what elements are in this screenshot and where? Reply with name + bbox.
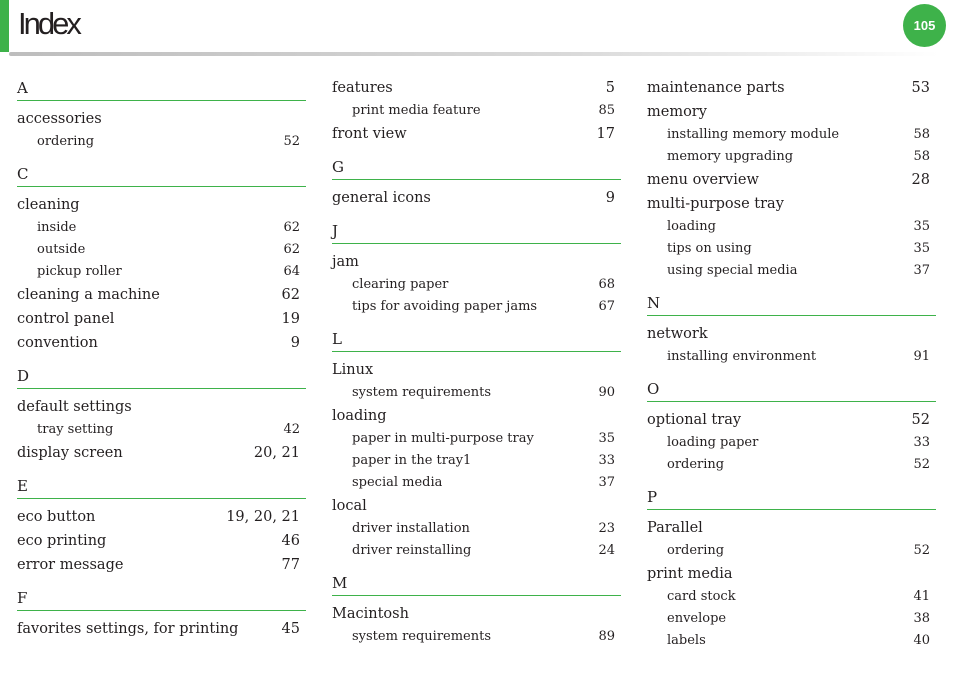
index-subentry[interactable] bbox=[332, 296, 621, 318]
index-term: features bbox=[332, 80, 393, 96]
index-subentry[interactable] bbox=[647, 146, 936, 168]
index-entry-group bbox=[332, 602, 621, 648]
index-page-ref[interactable]: 19 bbox=[281, 311, 300, 327]
index-page-ref[interactable]: 37 bbox=[913, 263, 930, 278]
index-page-ref[interactable]: 9 bbox=[290, 335, 300, 351]
index-page-ref[interactable]: 91 bbox=[913, 349, 930, 364]
index-page-ref[interactable]: 62 bbox=[283, 220, 300, 235]
index-entry-group bbox=[647, 516, 936, 652]
index-term: network bbox=[647, 326, 708, 342]
index-entry[interactable] bbox=[17, 505, 306, 529]
index-term: cleaning a machine bbox=[17, 287, 160, 303]
index-letter-heading: N bbox=[647, 291, 936, 316]
index-page-ref[interactable]: 52 bbox=[913, 457, 930, 472]
index-page-ref[interactable]: 38 bbox=[913, 611, 930, 626]
index-page-ref[interactable]: 77 bbox=[281, 557, 300, 573]
index-entry-group bbox=[647, 408, 936, 476]
index-term: error message bbox=[17, 557, 124, 573]
index-term: labels bbox=[667, 633, 706, 648]
index-subentry[interactable] bbox=[647, 454, 936, 476]
index-entry[interactable] bbox=[17, 331, 306, 355]
index-term: display screen bbox=[17, 445, 123, 461]
index-term: eco button bbox=[17, 509, 96, 525]
index-entry-group bbox=[332, 250, 621, 318]
index-entry[interactable] bbox=[17, 107, 306, 131]
index-page-ref[interactable]: 62 bbox=[281, 287, 300, 303]
index-term: installing environment bbox=[667, 349, 817, 364]
index-entry[interactable] bbox=[17, 553, 306, 577]
index-term: ordering bbox=[667, 457, 725, 472]
index-letter-heading: E bbox=[17, 474, 306, 499]
index-entry[interactable] bbox=[647, 516, 936, 540]
index-column-3 bbox=[647, 76, 936, 652]
index-term: favorites settings, for printing bbox=[17, 621, 239, 637]
index-page-ref[interactable]: 24 bbox=[598, 543, 615, 558]
index-entry[interactable] bbox=[647, 192, 936, 216]
index-term: special media bbox=[352, 475, 443, 490]
index-term: maintenance parts bbox=[647, 80, 785, 96]
index-subentry[interactable] bbox=[332, 540, 621, 562]
index-page-ref[interactable]: 89 bbox=[598, 629, 615, 644]
index-term: print media feature bbox=[352, 103, 481, 118]
index-page-ref[interactable]: 23 bbox=[598, 521, 615, 536]
index-term: loading paper bbox=[667, 435, 759, 450]
index-letter-heading: D bbox=[17, 364, 306, 389]
index-entry[interactable] bbox=[17, 395, 306, 419]
index-page-ref[interactable]: 52 bbox=[911, 412, 930, 428]
index-page-ref[interactable]: 9 bbox=[605, 190, 615, 206]
index-subentry[interactable] bbox=[647, 608, 936, 630]
index-letter-heading: L bbox=[332, 327, 621, 352]
index-page-ref[interactable]: 42 bbox=[283, 422, 300, 437]
index-term: pickup roller bbox=[37, 264, 122, 279]
index-term: print media bbox=[647, 566, 733, 582]
index-entry[interactable] bbox=[17, 529, 306, 553]
index-subentry[interactable] bbox=[332, 274, 621, 296]
index-page-ref[interactable]: 52 bbox=[913, 543, 930, 558]
index-page-ref[interactable]: 20, 21 bbox=[253, 445, 300, 461]
index-entry[interactable] bbox=[332, 602, 621, 626]
index-entry-group bbox=[17, 193, 306, 355]
index-entry[interactable] bbox=[332, 186, 621, 210]
index-column-2 bbox=[332, 76, 621, 648]
index-term: Linux bbox=[332, 362, 374, 378]
index-entry-group bbox=[647, 322, 936, 368]
index-entry-group bbox=[17, 395, 306, 465]
index-letter-heading: O bbox=[647, 377, 936, 402]
index-subentry[interactable] bbox=[17, 217, 306, 239]
index-entry[interactable] bbox=[332, 494, 621, 518]
index-term: Macintosh bbox=[332, 606, 409, 622]
index-term: loading bbox=[667, 219, 716, 234]
index-entry[interactable] bbox=[647, 100, 936, 124]
index-subentry[interactable] bbox=[332, 382, 621, 404]
index-page-ref[interactable]: 62 bbox=[283, 242, 300, 257]
index-term: jam bbox=[332, 254, 359, 270]
index-page-ref[interactable]: 90 bbox=[598, 385, 615, 400]
index-letter-heading: J bbox=[332, 219, 621, 244]
index-letter-heading: P bbox=[647, 485, 936, 510]
index-subentry[interactable] bbox=[17, 419, 306, 441]
index-term: local bbox=[332, 498, 367, 514]
index-term: driver reinstalling bbox=[352, 543, 472, 558]
index-subentry[interactable] bbox=[647, 630, 936, 652]
index-term: clearing paper bbox=[352, 277, 449, 292]
index-entry[interactable] bbox=[647, 408, 936, 432]
index-subentry[interactable] bbox=[647, 540, 936, 562]
index-entry-group bbox=[332, 76, 621, 146]
index-entry[interactable] bbox=[17, 193, 306, 217]
index-subentry[interactable] bbox=[647, 124, 936, 146]
index-term: paper in the tray1 bbox=[352, 453, 472, 468]
index-page-ref[interactable]: 37 bbox=[598, 475, 615, 490]
index-letter-heading: G bbox=[332, 155, 621, 180]
page-number-badge: 105 bbox=[903, 4, 946, 47]
index-subentry[interactable] bbox=[332, 518, 621, 540]
index-term: optional tray bbox=[647, 412, 742, 428]
index-letter-heading: F bbox=[17, 586, 306, 611]
index-term: paper in multi-purpose tray bbox=[352, 431, 534, 446]
index-entry[interactable] bbox=[647, 76, 936, 100]
index-page-ref[interactable]: 64 bbox=[283, 264, 300, 279]
index-letter-heading: C bbox=[17, 162, 306, 187]
index-term: general icons bbox=[332, 190, 431, 206]
index-page-ref[interactable]: 35 bbox=[913, 219, 930, 234]
index-term: accessories bbox=[17, 111, 102, 127]
index-term: envelope bbox=[667, 611, 727, 626]
index-page-ref[interactable]: 17 bbox=[596, 126, 615, 142]
index-entry-group bbox=[17, 617, 306, 641]
index-term: outside bbox=[37, 242, 86, 257]
index-subentry[interactable] bbox=[332, 626, 621, 648]
index-entry-group bbox=[647, 76, 936, 282]
index-page-ref[interactable]: 19, 20, 21 bbox=[226, 509, 300, 525]
index-term: installing memory module bbox=[667, 127, 840, 142]
index-term: using special media bbox=[667, 263, 798, 278]
index-term: default settings bbox=[17, 399, 132, 415]
index-page-ref[interactable]: 85 bbox=[598, 103, 615, 118]
index-entry[interactable] bbox=[17, 307, 306, 331]
index-page-ref[interactable]: 28 bbox=[911, 172, 930, 188]
index-term: memory upgrading bbox=[667, 149, 794, 164]
index-subentry[interactable] bbox=[332, 472, 621, 494]
index-term: tray setting bbox=[37, 422, 114, 437]
index-entry[interactable] bbox=[332, 358, 621, 382]
index-entry[interactable] bbox=[647, 322, 936, 346]
index-term: tips on using bbox=[667, 241, 752, 256]
index-term: system requirements bbox=[352, 629, 492, 644]
index-page-ref[interactable]: 67 bbox=[598, 299, 615, 314]
index-subentry[interactable] bbox=[647, 216, 936, 238]
index-page-ref[interactable]: 58 bbox=[913, 149, 930, 164]
index-term: inside bbox=[37, 220, 77, 235]
index-entry-group bbox=[332, 186, 621, 210]
index-term: tips for avoiding paper jams bbox=[352, 299, 538, 314]
index-subentry[interactable] bbox=[332, 450, 621, 472]
index-entry-group bbox=[17, 107, 306, 153]
index-term: ordering bbox=[667, 543, 725, 558]
index-term: card stock bbox=[667, 589, 736, 604]
index-subentry[interactable] bbox=[647, 432, 936, 454]
index-term: driver installation bbox=[352, 521, 470, 536]
index-entry[interactable] bbox=[332, 404, 621, 428]
index-page-ref[interactable]: 40 bbox=[913, 633, 930, 648]
index-term: Parallel bbox=[647, 520, 703, 536]
index-entry-group bbox=[332, 358, 621, 562]
index-entry[interactable] bbox=[17, 617, 306, 641]
index-subentry[interactable] bbox=[332, 100, 621, 122]
index-subentry[interactable] bbox=[332, 428, 621, 450]
index-page-ref[interactable]: 33 bbox=[913, 435, 930, 450]
index-page-ref[interactable]: 35 bbox=[598, 431, 615, 446]
index-page-ref[interactable]: 68 bbox=[598, 277, 615, 292]
index-page-ref[interactable]: 41 bbox=[913, 589, 930, 604]
index-page-ref[interactable]: 35 bbox=[913, 241, 930, 256]
index-term: system requirements bbox=[352, 385, 492, 400]
index-page-ref[interactable]: 58 bbox=[913, 127, 930, 142]
index-page-ref[interactable]: 52 bbox=[283, 134, 300, 149]
index-term: control panel bbox=[17, 311, 115, 327]
index-entry-group bbox=[17, 505, 306, 577]
index-entry[interactable] bbox=[332, 250, 621, 274]
index-subentry[interactable] bbox=[647, 586, 936, 608]
index-term: multi-purpose tray bbox=[647, 196, 784, 212]
index-entry[interactable] bbox=[332, 76, 621, 100]
index-entry[interactable] bbox=[332, 122, 621, 146]
index-entry[interactable] bbox=[647, 168, 936, 192]
index-term: cleaning bbox=[17, 197, 80, 213]
index-term: eco printing bbox=[17, 533, 107, 549]
index-letter-heading: M bbox=[332, 571, 621, 596]
index-term: convention bbox=[17, 335, 98, 351]
page-title: Index bbox=[18, 6, 79, 41]
index-page-ref[interactable]: 46 bbox=[281, 533, 300, 549]
index-entry[interactable] bbox=[17, 283, 306, 307]
index-term: front view bbox=[332, 126, 407, 142]
header-divider bbox=[9, 52, 939, 56]
index-term: memory bbox=[647, 104, 707, 120]
index-term: loading bbox=[332, 408, 387, 424]
index-subentry[interactable] bbox=[647, 346, 936, 368]
index-entry[interactable] bbox=[17, 441, 306, 465]
index-letter-heading: A bbox=[17, 76, 306, 101]
index-page-ref[interactable]: 5 bbox=[605, 80, 615, 96]
index-subentry[interactable] bbox=[17, 261, 306, 283]
title-accent-bar bbox=[0, 0, 9, 52]
index-entry[interactable] bbox=[647, 562, 936, 586]
index-subentry[interactable] bbox=[647, 260, 936, 282]
index-page-ref[interactable]: 33 bbox=[598, 453, 615, 468]
index-subentry[interactable] bbox=[647, 238, 936, 260]
index-column-1 bbox=[17, 76, 306, 641]
index-subentry[interactable] bbox=[17, 239, 306, 261]
index-term: menu overview bbox=[647, 172, 759, 188]
index-page-ref[interactable]: 45 bbox=[281, 621, 300, 637]
index-term: ordering bbox=[37, 134, 95, 149]
index-subentry[interactable] bbox=[17, 131, 306, 153]
index-page-ref[interactable]: 53 bbox=[911, 80, 930, 96]
